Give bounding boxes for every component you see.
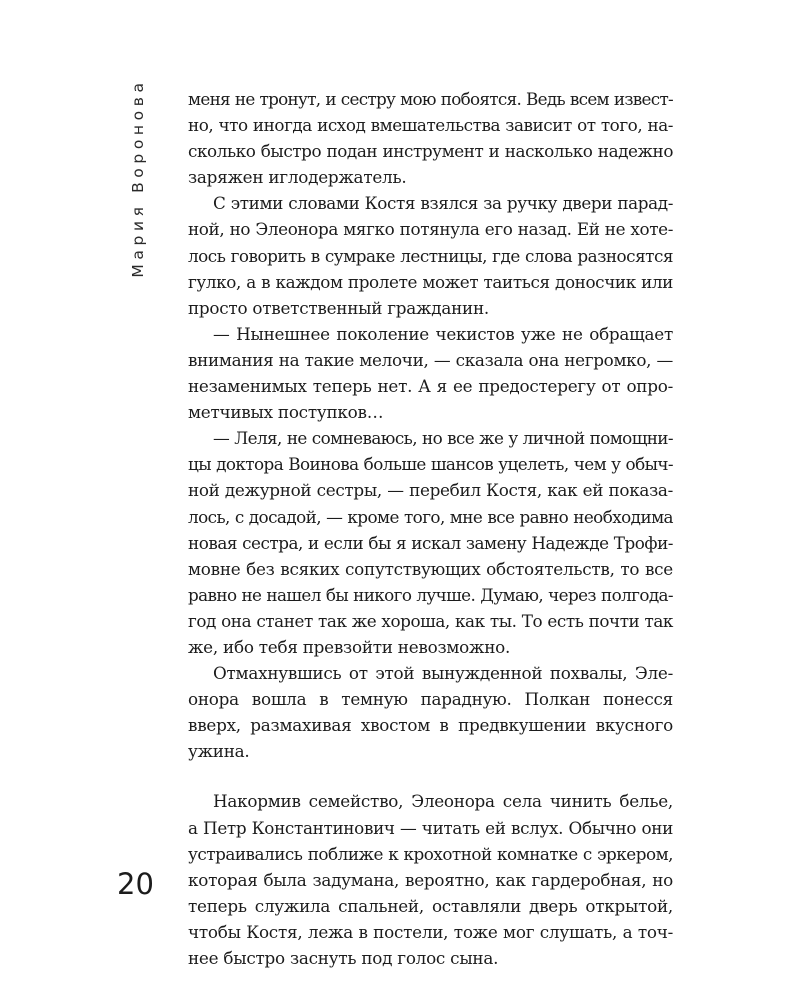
- paragraph: [188, 660, 673, 764]
- paragraph: [188, 86, 673, 190]
- text-line: ужина.: [188, 741, 250, 762]
- text-line: лось говорить в сумраке лестницы, где слова разносятся: [188, 245, 673, 266]
- text-line: новая сестра, и если бы я искал замену Надежде Трофи-: [188, 532, 673, 553]
- text-line: же, ибо тебя превзойти невозможно.: [188, 636, 511, 657]
- text-line: Отмахнувшись от этой вынужденной похвалы, Эле-: [213, 663, 673, 684]
- body-text: [188, 86, 673, 971]
- text-line: чтобы Костя, лежа в постели, тоже мог слушать, а точ-: [188, 921, 673, 942]
- text-line: мовне без всяких сопутствующих обстоятельств, то все: [188, 558, 673, 579]
- text-line: теперь служила спальней, оставляли дверь открытой,: [188, 895, 673, 916]
- section-break: [188, 764, 673, 788]
- text-line: ной, но Элеонора мягко потянула его назад. Ей не хоте-: [188, 219, 673, 240]
- text-line: меня не тронут, и сестру мою побоятся. Ведь всем извест-: [188, 89, 673, 109]
- text-line: — Нынешнее поколение чекистов уже не обращает: [213, 323, 673, 344]
- text-line: которая была задумана, вероятно, как гардеробная, но: [188, 869, 673, 890]
- paragraph: [188, 190, 673, 320]
- running-header-author: Мария Воронова: [129, 78, 147, 278]
- text-line: сколько быстро подан инструмент и насколько надежно: [188, 141, 673, 162]
- text-line: онора вошла в темную парадную. Полкан понесся: [188, 689, 673, 710]
- text-line: вверх, размахивая хвостом в предвкушении вкусного: [188, 715, 673, 736]
- text-line: заряжен иглодержатель.: [188, 167, 407, 188]
- text-line: просто ответственный гражданин.: [188, 297, 489, 318]
- paragraph: [188, 425, 673, 660]
- text-line: внимания на такие мелочи, — сказала она негромко, —: [188, 349, 673, 370]
- paragraph: [188, 321, 673, 425]
- text-line: нее быстро заснуть под голос сына.: [188, 948, 499, 968]
- text-line: год она станет так же хороша, как ты. То есть почти так: [188, 610, 673, 631]
- text-line: но, что иногда исход вмешательства зависит от того, на-: [188, 115, 673, 136]
- text-line: — Леля, не сомневаюсь, но все же у личной помощни-: [213, 428, 673, 449]
- text-line: лось, с досадой, — кроме того, мне все равно необходима: [188, 506, 673, 527]
- text-line: устраивались поближе к крохотной комнатке с эркером,: [188, 843, 673, 864]
- text-line: равно не нашел бы никого лучше. Думаю, через полгода-: [188, 584, 673, 605]
- paragraph: [188, 788, 673, 971]
- text-line: цы доктора Воинова больше шансов уцелеть, чем у обыч-: [188, 454, 673, 475]
- text-line: Накормив семейство, Элеонора села чинить белье,: [213, 791, 673, 812]
- text-line: ной дежурной сестры, — перебил Костя, как ей показа-: [188, 480, 673, 501]
- text-line: незаменимых теперь нет. А я ее предостерегу от опро-: [188, 376, 673, 397]
- text-line: гулко, а в каждом пролете может таиться доносчик или: [188, 271, 673, 292]
- text-line: С этими словами Костя взялся за ручку двери парад-: [213, 193, 673, 214]
- page-number: 20: [117, 867, 154, 901]
- text-line: метчивых поступков…: [188, 402, 384, 423]
- text-line: а Петр Константинович — читать ей вслух. Обычно они: [188, 817, 673, 838]
